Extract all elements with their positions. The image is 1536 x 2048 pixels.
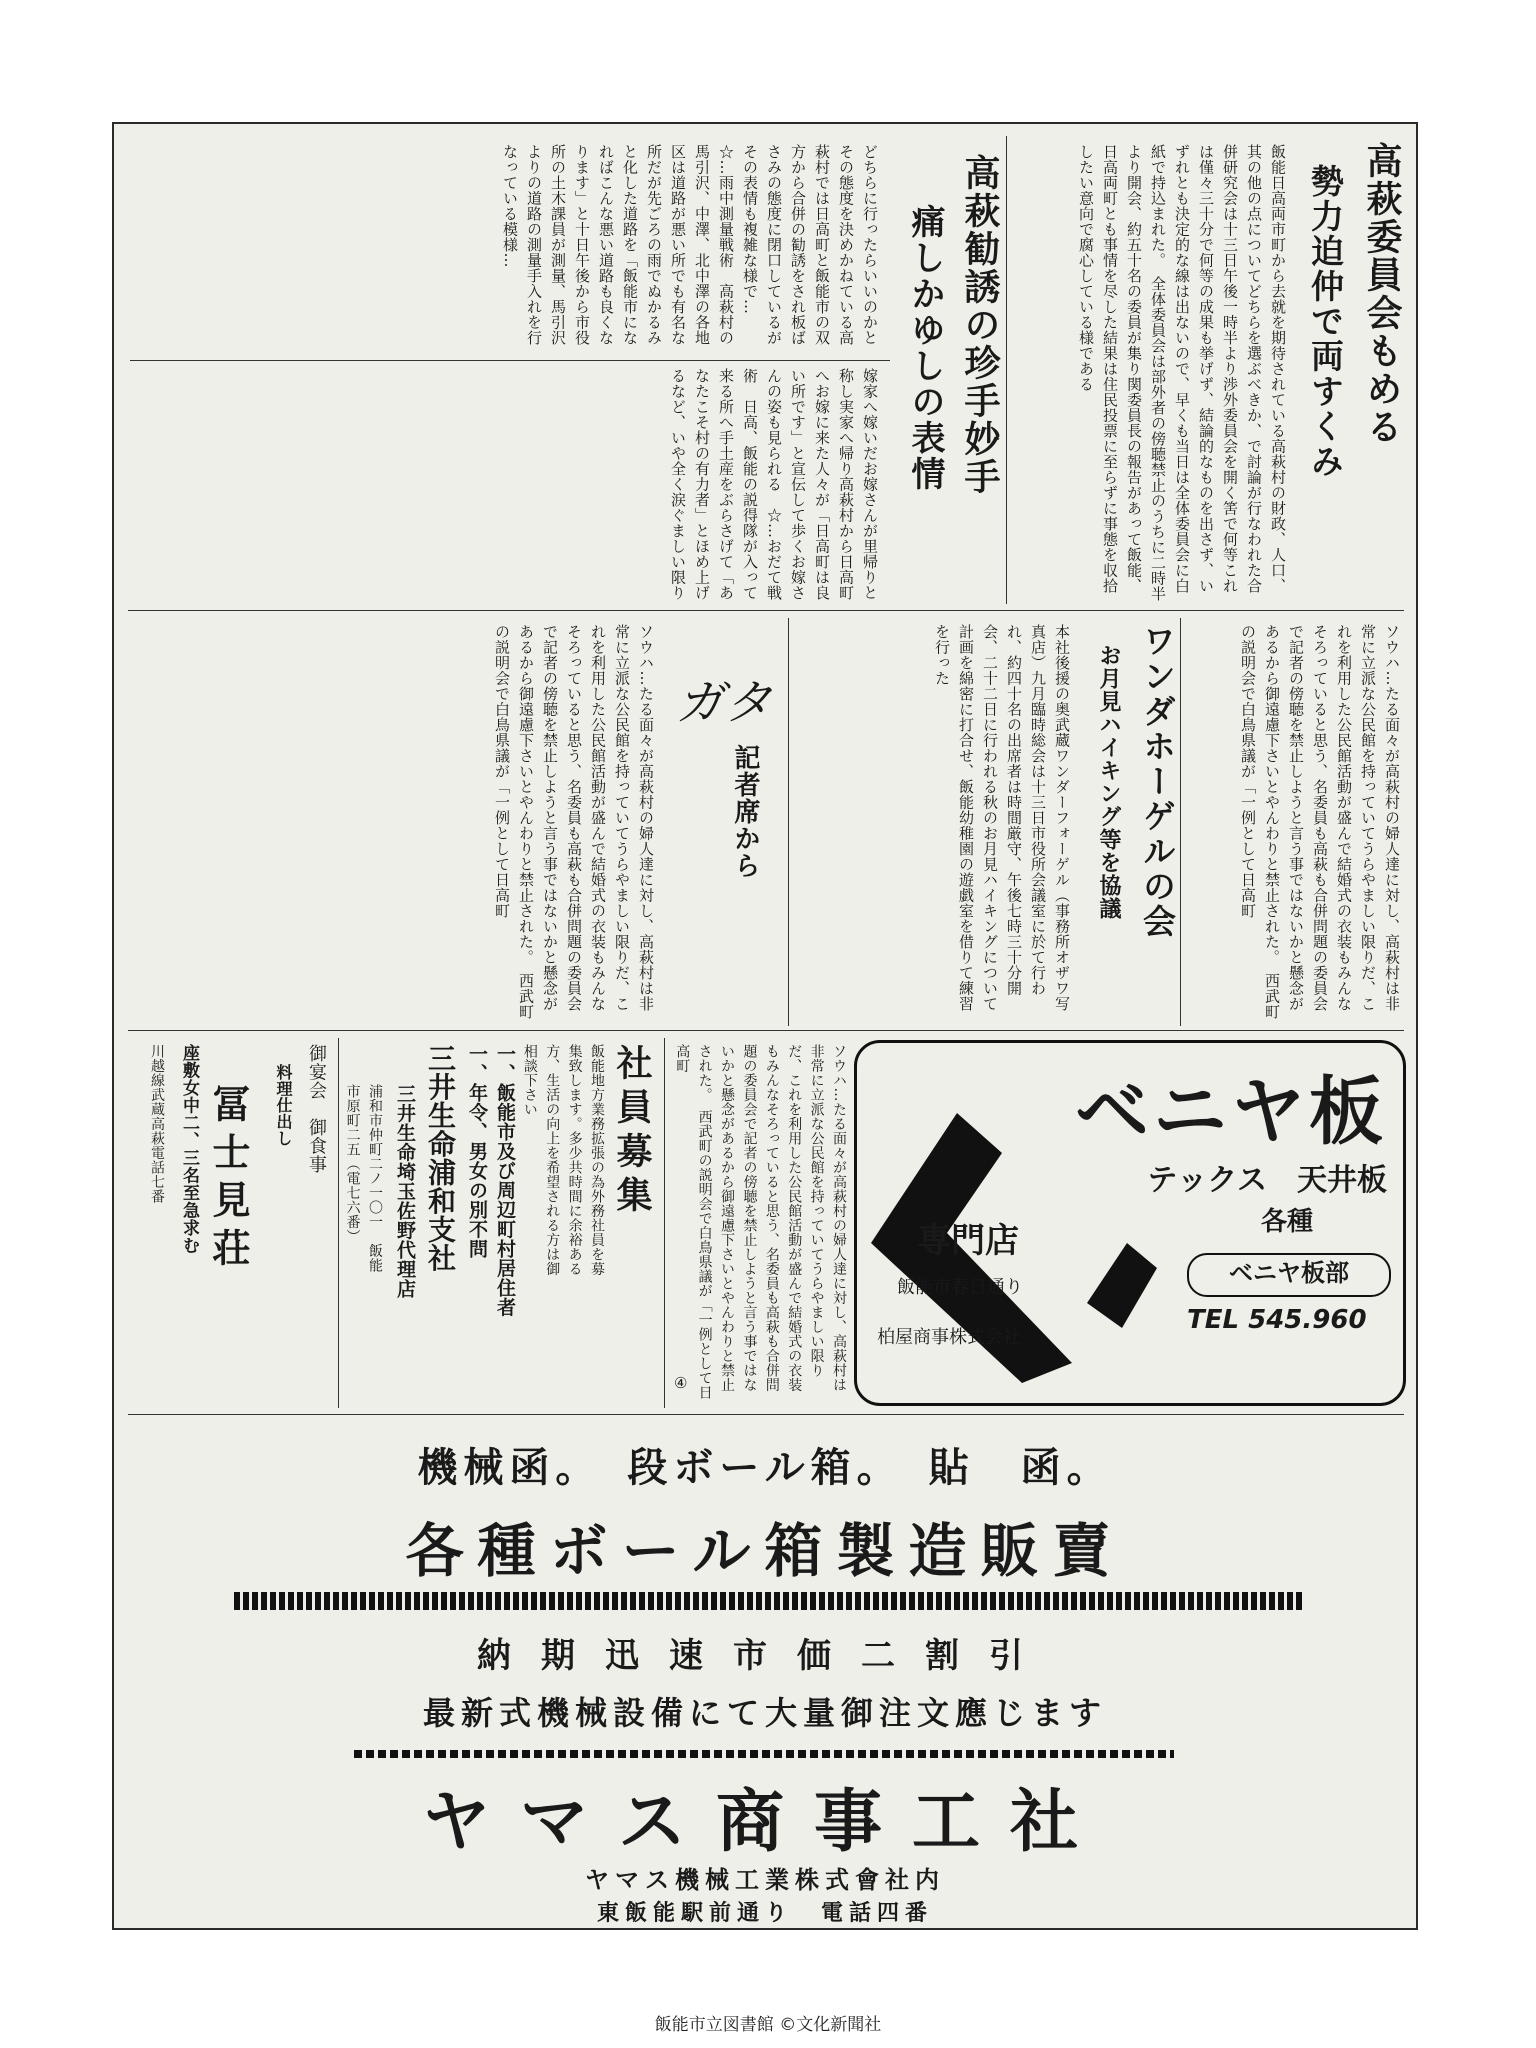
article4-headline: ワンダホーゲルの会 <box>1138 624 1177 939</box>
article3-body: ソウハ…たる面々が高萩村の婦人達に対し、高萩村は非常に立派な公民館を持っていてうらやましい限りだ、これを利用した公民館活動が盛んで結婚式の衣装もみんなそろっていると思う、名委員も高萩も合併問題の委員会で記者の傍聴を禁止しようと言う事ではないかと懸念があるから御遠慮下さいとやんわりと禁止された。 西武町の説明会で白鳥県議が「一例として日高町 <box>493 624 655 1020</box>
article4-subheadline: お月見ハイキング等を協議 <box>1096 644 1122 920</box>
yamasu-line4: 最新式機械設備にて大量御注文應じます <box>422 1694 1107 1732</box>
mitsui-body: 飯能地方業務拡張の為外務社員を募集致します。多少共時間に余裕ある方、生活の向上を希望される方は御相談下さい <box>521 1044 605 1276</box>
article2-subheadline: 痛しかゆしの表情 <box>905 204 945 492</box>
veneer-label: 専門店 <box>917 1221 1019 1261</box>
mitsui-company: 三井生命浦和支社 <box>424 1044 457 1272</box>
article3-continued: ソウハ…たる面々が高萩村の婦人達に対し、高萩村は非常に立派な公民館を持っていてうらやましい限りだ、これを利用した公民館活動が盛んで結婚式の衣装もみんなそろっていると思う、名委員も高萩も合併問題の委員会で記者の傍聴を禁止しようと言う事ではないかと懸念があるから御遠慮下さいとやんわりと禁止された。 西武町の説明会で白鳥県議が「一例として日高町 <box>1239 624 1401 1020</box>
mitsui-cond2: 一、年令、男女の別不問 <box>466 1044 488 1259</box>
article1-headline: 高萩委員会もめる <box>1361 142 1403 446</box>
article2-headline: 高萩勧誘の珍手妙手 <box>959 154 1001 496</box>
fujimi-banquet: 御宴会 御食事 <box>306 1044 327 1174</box>
newspaper-page <box>112 122 1418 1930</box>
column-logo: ガタ <box>675 675 772 731</box>
footer-credit: 飯能市立図書館 ©文化新聞社 <box>654 2015 882 2035</box>
fujimi-catering: 料理仕出し <box>274 1064 293 1147</box>
yamasu-company: ヤマス商事工社 <box>421 1783 1108 1862</box>
article2-body2: 嫁家へ嫁いだお嫁さんが里帰りと称し実家へ帰り高萩村から日高町へお嫁に来た人々が「日高町は良い所です」と宣伝して歩くお嫁さんの姿も見られる ☆…おだて戦術 日高、飯能の説得隊が入って来る所へ手土産をぶらさげて「あなたこそ村の有力者」とほめ上げるなど、いや全く涙ぐましい限り <box>669 368 879 601</box>
fujimi-recruit: 川越線武蔵高萩電話七番 <box>149 1044 165 1204</box>
yamasu-line2: 各種ボール箱製造販賣 <box>405 1517 1125 1585</box>
small-column-body: ソウハ…たる面々が高萩村の婦人達に対し、高萩村は非常に立派な公民館を持っていてうらやましい限りだ、これを利用した公民館活動が盛んで結婚式の衣装もみんなそろっていると思う、名委員も高萩も合併問題の委員会で記者の傍聴を禁止しようと言う事ではないかと懸念があるから御遠慮下さいとやんわりと禁止された。 西武町の説明会で白鳥県議が「一例として日高町 <box>674 1044 847 1400</box>
fujimi-recruit-note: 座敷女中二、三名至急求む <box>179 1044 199 1254</box>
mitsui-address: 浦和市仲町二ノ一〇一 飯能市原町二五（電七六番） <box>344 1084 383 1273</box>
veneer-product2: 各種 <box>1260 1207 1313 1237</box>
small-column-marker: ④ <box>674 1374 688 1392</box>
fujimi-name: 冨士見荘 <box>206 1084 251 1276</box>
veneer-tel: TEL 545.960 <box>1187 1305 1367 1335</box>
yamasu-line3: 納期迅速市価二割引 <box>477 1636 1053 1676</box>
veneer-ad <box>854 1040 1406 1406</box>
veneer-big-title: ベニヤ板 <box>1075 1069 1387 1155</box>
yamasu-address: 東飯能駅前通り 電話四番 <box>596 1901 933 1926</box>
article4-body: 本社後援の奥武蔵ワンダーフォーゲル（事務所オザワ写真店）九月臨時総会は十三日市役所会議室に於て行われ、約四十名の出席者は時間厳守、午後七時三十分開会、二十二日に行われる秋のお月見ハイキングについて計画を綿密に打合せ、飯能幼稚園の遊戯室を借りて練習を行った <box>933 624 1071 1012</box>
yamasu-line1: 機械函。 段ボール箱。 貼 函。 <box>417 1445 1113 1491</box>
column-title: 記者席から <box>730 744 760 879</box>
veneer-shop: ベニヤ板部 <box>1187 1253 1391 1297</box>
article1-body: 飯能日高両市町から去就を期待されている高萩村の財政、人口、其の他の点についてどちらを選ぶべきか、で討論が行なわれた合併研究会は十三日午後一時半より渉外委員会を開く筈で何等これは僅々三十分で何等の成果も挙げず、結論的なものを出さず、いずれとも決定的な線は出ないので、早くも当日は全体委員会に白紙で持込まれた。 全体委員会は部外者の傍聴禁止のうちに二時半より開会、約五十名の委員が集り関委員長の報告があって飯能、日高両町とも事情を尽した結果は住民投票に至らずに事態を収拾したい意向で腐心している様である <box>1077 144 1287 602</box>
veneer-company: 柏屋商事株式会社 <box>877 1327 1021 1348</box>
mitsui-title: 社員募集 <box>611 1044 653 1220</box>
article1-subheadline: 勢力迫仲で両すくみ <box>1306 164 1345 479</box>
veneer-address: 飯能市春日通り <box>897 1277 1023 1298</box>
article2-body: どちらに行ったらいいのかとその態度を決めかねている高萩村では日高町と飯能市の双方から合併の勧誘をされ板ばさみの態度に閉口しているがその表情も複雑な様で… ☆…雨中測量戦術 高萩村の馬引沢、中澤、北中澤の各地区は道路が悪い所でも有名な所だが先ごろの雨でぬかるみと化した道路を「飯能市になればこんな悪い道路も良くなります」と十日午後から市役所の土木課員が測量、馬引沢よりの道路の測量手入れを行なっている模様… <box>501 144 879 346</box>
veneer-product1: テックス 天井板 <box>1147 1163 1387 1198</box>
mitsui-agent: 三井生命埼玉佐野代理店 <box>394 1084 416 1299</box>
yamasu-parent: ヤマス機械工業株式會社内 <box>585 1866 945 1894</box>
mitsui-cond1: 一、飯能市及び周辺町村居住者 <box>494 1044 516 1317</box>
